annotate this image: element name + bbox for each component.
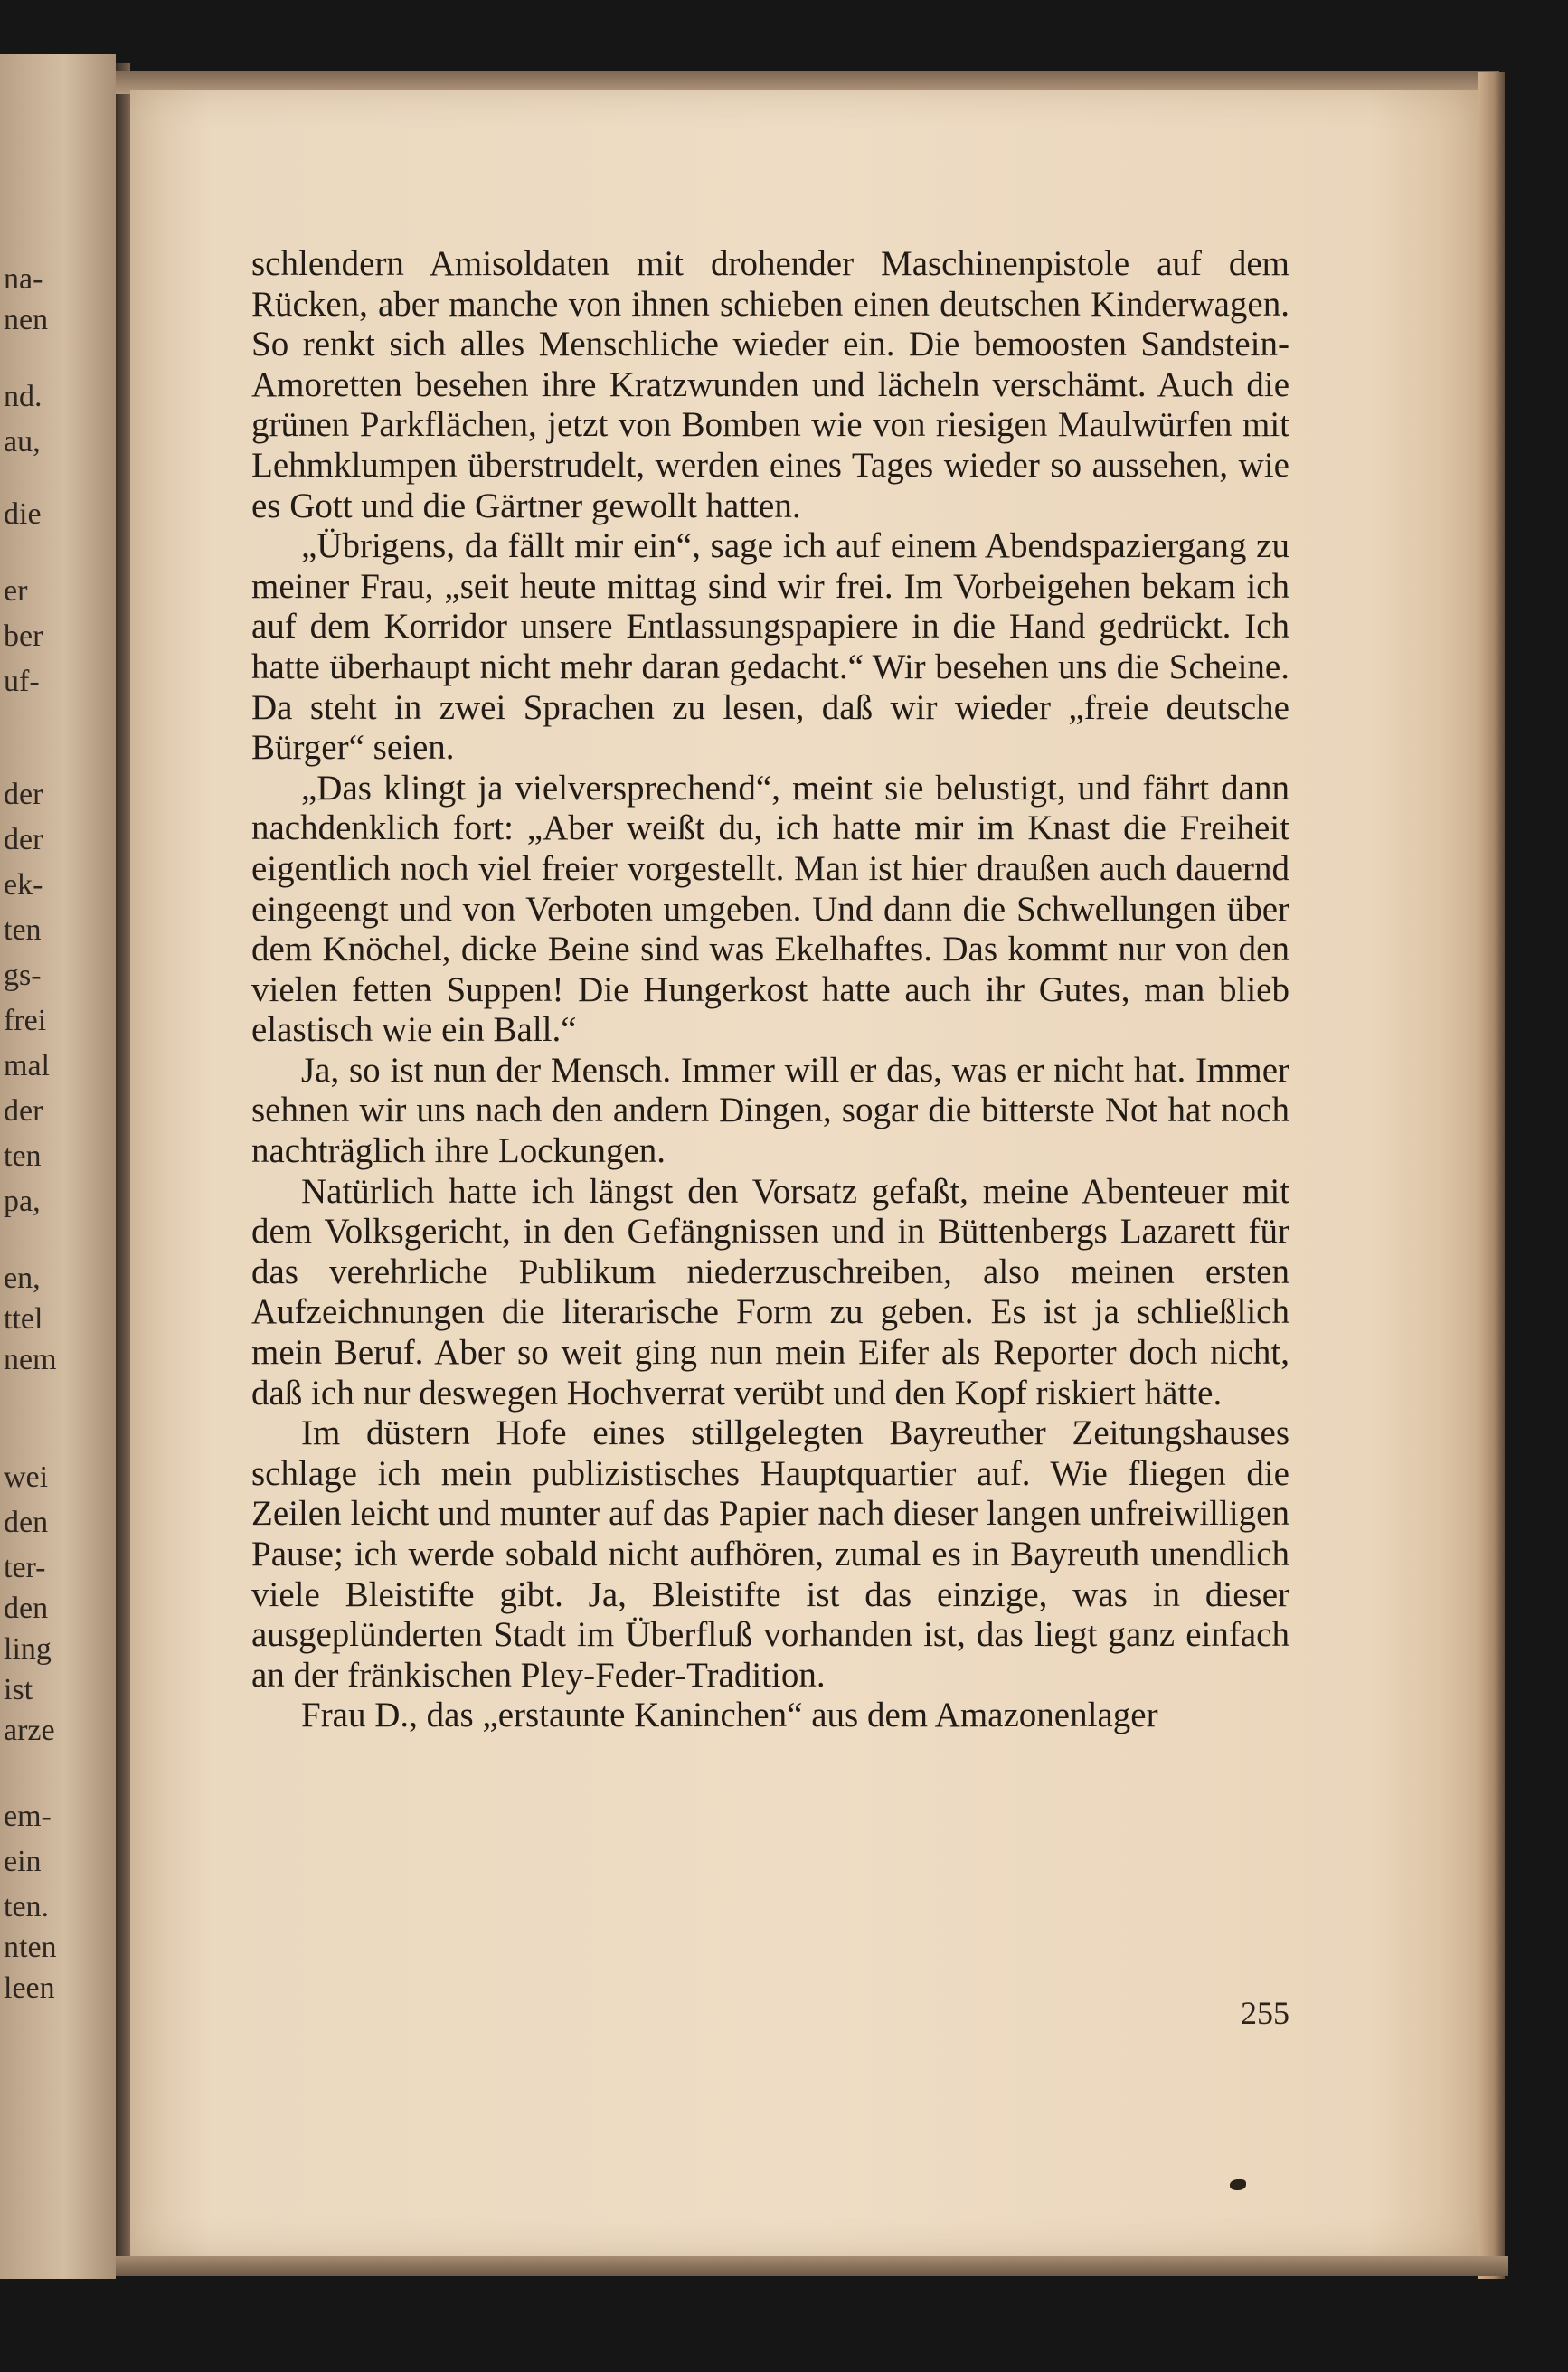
left-fragment: ber (4, 619, 43, 653)
left-fragment: ist (4, 1673, 33, 1706)
paragraph: Natürlich hatte ich längst den Vorsatz gefaßt, meine Abenteuer mit dem Volksgericht, in den Gefängnissen und in Büttenbergs Lazarett für das verehrliche Publikum niederzuschreiben, also meinen ersten Aufzeichnungen die literarische Form zu geben. Es ist ja schließlich mein Beruf. Aber so weit ging nun mein Eifer als Reporter doch nicht, daß ich nur deswegen Hochverrat verübt und den Kopf riskiert hätte. (251, 1171, 1289, 1413)
left-fragment: uf- (4, 665, 40, 698)
left-fragment: gs- (4, 959, 42, 992)
paragraph: „Das klingt ja vielversprechend“, meint sie belustigt, und fährt dann nachdenklich fort: „Aber weißt du, ich hatte mir im Knast die Freiheit eigentlich noch viel freier vorgestellt. Man ist hier draußen auch dauernd eingeengt und von Verboten umgeben. Und dann die Schwellungen über dem Knöchel, dicke Beine sind was Ekelhaftes. Das kommt nur von den vielen fetten Suppen! Die Hungerkost hatte auch ihr Gutes, man blieb elastisch wie ein Ball.“ (251, 768, 1289, 1050)
left-fragment: der (4, 778, 43, 811)
left-fragment: en, (4, 1262, 41, 1295)
left-fragment: wei (4, 1460, 49, 1494)
body-text (251, 244, 1289, 1736)
left-fragment: arze (4, 1714, 55, 1747)
page-bottom-edge (116, 2256, 1508, 2276)
paragraph: schlendern Amisoldaten mit drohender Maschinenpistole auf dem Rücken, aber manche von ihnen schieben einen deutschen Kinderwagen. So renkt sich alles Menschliche wieder ein. Die bemoosten Sandstein-Amoretten besehen ihre Kratzwunden und lächeln verschämt. Auch die grünen Parkflächen, jetzt von Bomben wie von riesigen Maulwürfen mit Lehmklumpen überstrudelt, werden eines Tages wieder so aussehen, wie es Gott und die Gärtner gewollt hatten. (251, 244, 1289, 525)
page-right-edge (1478, 72, 1505, 2279)
left-fragment: ein (4, 1845, 42, 1878)
left-fragment: der (4, 823, 43, 856)
left-page (0, 54, 116, 2279)
left-fragment: ten (4, 1139, 42, 1173)
left-fragment: na- (4, 262, 43, 296)
left-fragment: ek- (4, 868, 43, 902)
paragraph: „Übrigens, da fällt mir ein“, sage ich auf einem Abendspaziergang zu meiner Frau, „seit heute mittag sind wir frei. Im Vorbeigehen bekam ich auf dem Korridor unsere Entlassungspapiere in die Hand gedrückt. Ich hatte überhaupt nicht mehr daran gedacht.“ Wir besehen uns die Scheine. Da steht in zwei Sprachen zu lesen, daß wir wieder „freie deutsche Bürger“ seien. (251, 526, 1289, 768)
left-fragment: nem (4, 1343, 57, 1376)
left-fragment: der (4, 1094, 43, 1128)
left-fragment: er (4, 574, 28, 608)
left-fragment: nen (4, 303, 49, 336)
left-fragment: ttel (4, 1302, 43, 1336)
left-fragment: leen (4, 1971, 55, 2005)
left-fragment: pa, (4, 1185, 41, 1218)
left-fragment: den (4, 1592, 49, 1625)
left-fragment: ter- (4, 1551, 46, 1584)
left-fragment: ten (4, 913, 42, 947)
left-fragment: frei (4, 1004, 47, 1037)
left-fragment: mal (4, 1049, 50, 1082)
left-fragment: den (4, 1506, 49, 1539)
left-fragment: die (4, 497, 42, 531)
left-fragment: ten. (4, 1890, 50, 1923)
paragraph: Ja, so ist nun der Mensch. Immer will er das, was er nicht hat. Immer sehnen wir uns nach den andern Dingen, sogar die bitterste Not hat noch nachträglich ihre Lockungen. (251, 1050, 1289, 1171)
left-fragment: nten (4, 1931, 57, 1964)
ink-mark (1230, 2179, 1246, 2190)
paragraph: Im düstern Hofe eines stillgelegten Bayreuther Zeitungshauses schlage ich mein publizistisches Hauptquartier auf. Wie fliegen die Zeilen leicht und munter auf das Papier nach dieser langen unfreiwilligen Pause; ich werde sobald nicht aufhören, zumal es in Bayreuth unendlich viele Bleistifte gibt. Ja, Bleistifte ist das einzige, was in dieser ausgeplünderten Stadt im Überfluß vorhanden ist, das liegt ganz einfach an der fränkischen Pley-Feder-Tradition. (251, 1413, 1289, 1695)
paragraph: Frau D., das „erstaunte Kaninchen“ aus dem Amazonenlager (301, 1696, 1158, 1735)
left-fragment: ling (4, 1632, 52, 1666)
book-gutter (116, 63, 130, 2270)
left-fragment: em- (4, 1800, 52, 1833)
left-fragment: nd. (4, 380, 43, 413)
page-number: 255 (1241, 1995, 1289, 2031)
left-fragment: au, (4, 425, 41, 458)
